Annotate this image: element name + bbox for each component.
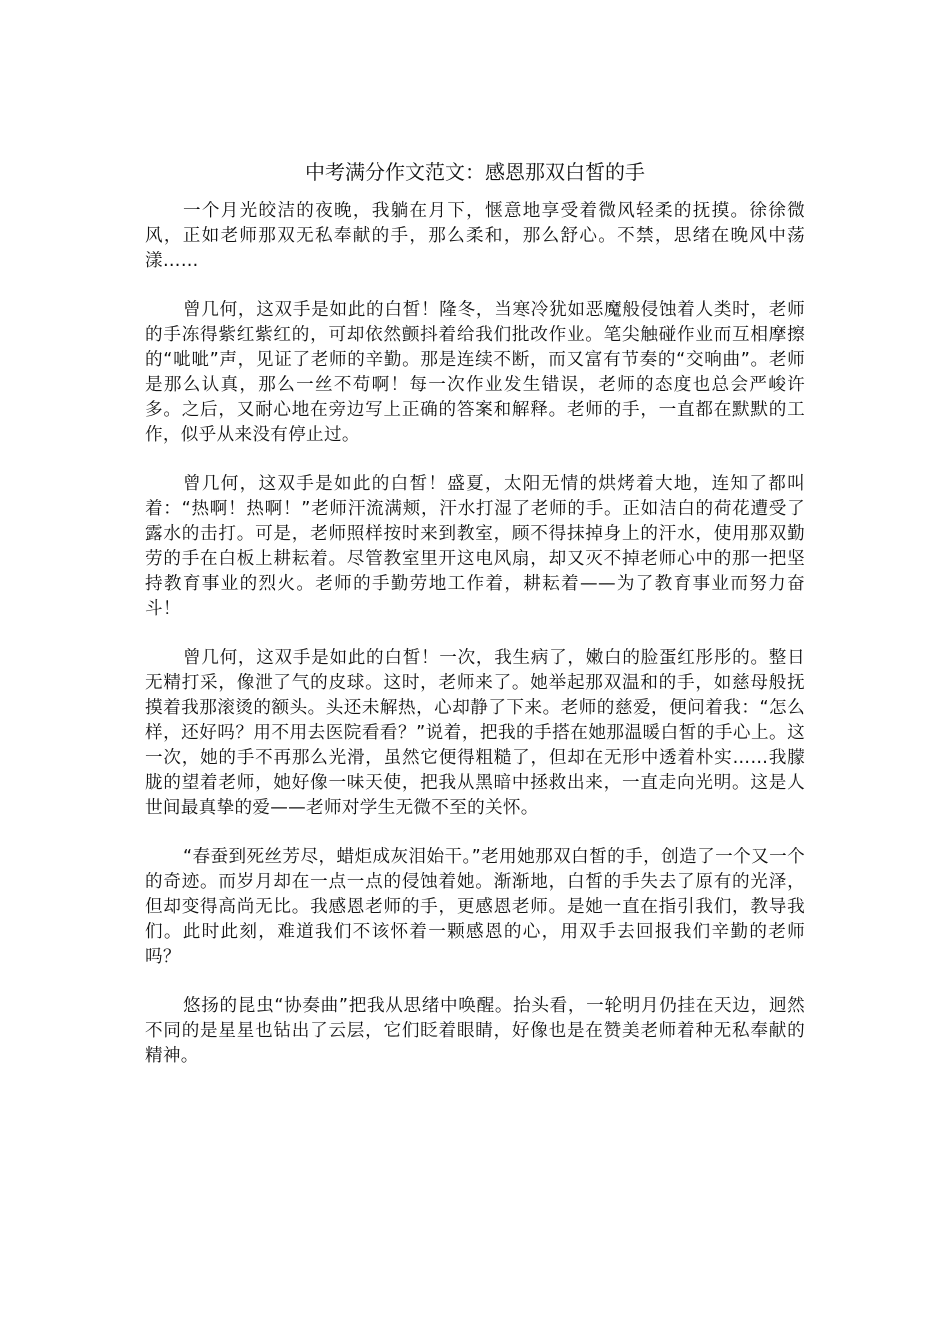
paragraph-illness: 曾几何，这双手是如此的白皙！一次，我生病了，嫩白的脸蛋红彤彤的。整日无精打采，像泄了气的皮球。这时，老师来了。她举起那双温和的手，如慈母般抚摸着我那滚烫的额头。头还未解热，心却静了下来。老师的慈爱，便问着我：“怎么样，还好吗？用不用去医院看看？”说着，把我的手搭在她那温暖白皙的手心上。这一次，她的手不再那么光滑，虽然它便得粗糙了，但却在无形中透着朴实……我朦胧的望着老师，她好像一味天使，把我从黑暗中拯救出来，一直走向光明。这是人世间最真挚的爱——老师对学生无微不至的关怀。 [145, 648, 805, 818]
paragraph-summer: 曾几何，这双手是如此的白皙！盛夏，太阳无情的烘烤着大地，连知了都叫着：“热啊！热啊！”老师汗流满颊，汗水打湿了老师的手。正如洁白的荷花遭受了露水的击打。可是，老师照样按时来到教室，顾不得抹掉身上的汗水，使用那双勤劳的手在白板上耕耘着。尽管教室里开这电风扇，却又灭不掉老师心中的那一把坚持教育事业的烈火。老师的手勤劳地工作着，耕耘着——为了教育事业而努力奋斗！ [145, 474, 805, 619]
document-title: 中考满分作文范文：感恩那双白皙的手 [305, 160, 645, 184]
paragraph-winter: 曾几何，这双手是如此的白皙！隆冬，当寒冷犹如恶魔般侵蚀着人类时，老师的手冻得紫红紫红的，可却依然颤抖着给我们批改作业。笔尖触碰作业而互相摩擦的“呲呲”声，见证了老师的辛勤。那是连续不断，而又富有节奏的“交响曲”。老师是那么认真，那么一丝不苟啊！每一次作业发生错误，老师的态度也总会严峻许多。之后，又耐心地在旁边写上正确的答案和解释。老师的手，一直都在默默的工作，似乎从来没有停止过。 [145, 300, 805, 445]
paragraph-intro: 一个月光皎洁的夜晚，我躺在月下，惬意地享受着微风轻柔的抚摸。徐徐微风，正如老师那双无私奉献的手，那么柔和，那么舒心。不禁，思绪在晚风中荡漾…… [145, 201, 805, 271]
paragraph-ending: 悠扬的昆虫“协奏曲”把我从思绪中唤醒。抬头看，一轮明月仍挂在天边，迥然不同的是星星也钻出了云层，它们眨着眼睛，好像也是在赞美老师着种无私奉献的精神。 [145, 996, 805, 1066]
paragraph-gratitude: “春蚕到死丝芳尽，蜡炬成灰泪始干。”老用她那双白皙的手，创造了一个又一个的奇迹。而岁月却在一点一点的侵蚀着她。渐渐地，白皙的手失去了原有的光泽，但却变得高尚无比。我感恩老师的手，更感恩老师。是她一直在指引我们，教导我们。此时此刻，难道我们不该怀着一颗感恩的心，用双手去回报我们辛勤的老师吗？ [145, 847, 805, 967]
document-body [145, 199, 805, 1093]
